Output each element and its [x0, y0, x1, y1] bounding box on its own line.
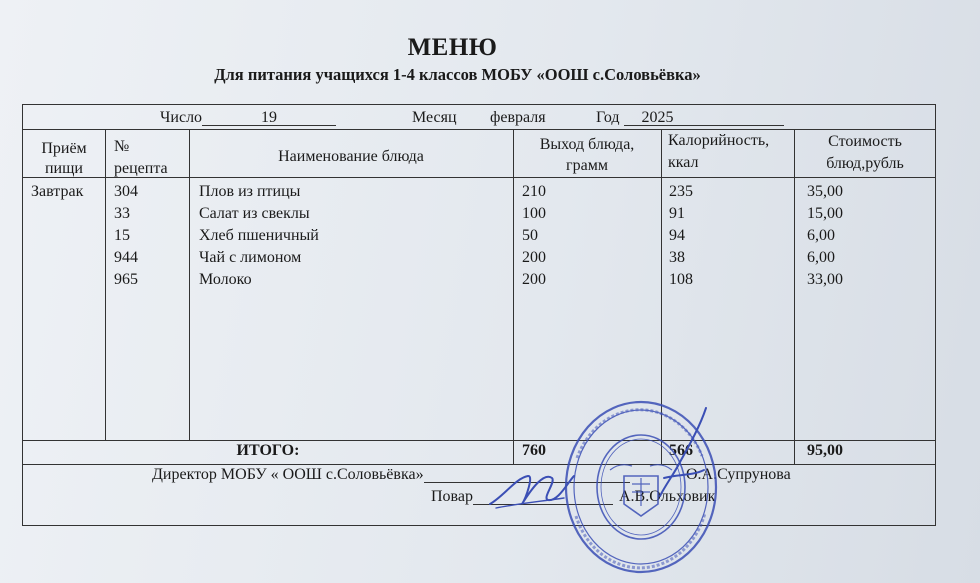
total-cost: 95,00	[807, 442, 843, 459]
grid-line	[22, 129, 936, 130]
cook-name: А.В.Ольховик	[619, 488, 716, 505]
table-row-cost: 33,00	[807, 271, 843, 288]
date-row	[160, 110, 336, 126]
year-label: Год	[596, 109, 620, 126]
cook-label: Повар	[431, 488, 473, 505]
total-calories: 566	[669, 442, 693, 459]
table-row-cost: 35,00	[807, 183, 843, 200]
grid-line	[189, 129, 190, 440]
meal-name: Завтрак	[31, 183, 84, 200]
grid-line	[22, 440, 936, 441]
table-row-dish: Хлеб пшеничный	[199, 227, 319, 244]
meal-cell	[31, 181, 83, 203]
col-meal-line2: пищи	[44, 160, 83, 177]
table-row-weight: 50	[522, 227, 538, 244]
col-recipe-line1: №	[114, 138, 130, 155]
table-row-calories: 91	[669, 205, 685, 222]
grid-line	[513, 129, 514, 464]
table-row-dish: Молоко	[199, 271, 252, 288]
page-subtitle: Для питания учащихся 1-4 классов МОБУ «ООШ с.Соловьёвка»	[214, 65, 701, 84]
month-value: февраля	[490, 109, 546, 126]
director-signature-icon	[634, 404, 724, 512]
table-row-weight: 210	[522, 183, 546, 200]
table-row-recipe: 304	[114, 183, 138, 200]
col-calories-line1: Калорийность,	[668, 132, 770, 149]
grid-line	[105, 129, 106, 440]
table-row-dish: Плов из птицы	[199, 183, 301, 200]
table-row-weight: 100	[522, 205, 546, 222]
year-field	[596, 110, 784, 126]
table-row-calories: 38	[669, 249, 685, 266]
col-cost-line2: блюд,рубль	[826, 155, 904, 172]
weight-column	[522, 181, 546, 291]
table-row-recipe: 15	[114, 227, 130, 244]
col-calories-line2: ккал	[668, 154, 699, 171]
table-row-dish: Чай с лимоном	[199, 249, 302, 266]
table-row-recipe: 944	[114, 249, 138, 266]
director-name: О.А.Супрунова	[686, 466, 791, 483]
table-row-weight: 200	[522, 249, 546, 266]
total-label: ИТОГО:	[236, 442, 300, 459]
grid-line	[22, 177, 936, 178]
grid-line	[794, 129, 795, 464]
day-label: Число	[160, 109, 203, 126]
col-weight-line2: грамм	[566, 157, 608, 174]
day-value: 19	[202, 110, 336, 126]
col-weight-line1: Выход блюда,	[539, 136, 635, 153]
dish-column	[199, 181, 319, 291]
cost-column	[807, 181, 843, 291]
total-weight: 760	[522, 442, 546, 459]
table-row-recipe: 33	[114, 205, 130, 222]
table-row-calories: 94	[669, 227, 685, 244]
table-row-cost: 15,00	[807, 205, 843, 222]
col-recipe-line2: рецепта	[114, 160, 168, 177]
month-label: Месяц	[412, 109, 457, 126]
cook-signature-icon	[486, 458, 576, 518]
grid-line	[22, 464, 936, 465]
table-row-calories: 235	[669, 183, 693, 200]
recipe-column	[114, 181, 138, 291]
table-row-dish: Салат из свеклы	[199, 205, 310, 222]
table-row-weight: 200	[522, 271, 546, 288]
table-row-calories: 108	[669, 271, 693, 288]
director-label: Директор МОБУ « ООШ с.Соловьёвка»	[152, 466, 424, 483]
table-row-cost: 6,00	[807, 249, 835, 266]
table-row-cost: 6,00	[807, 227, 835, 244]
year-value: 2025	[624, 110, 784, 126]
table-row-recipe: 965	[114, 271, 138, 288]
col-dish: Наименование блюда	[278, 148, 424, 165]
col-cost-line1: Стоимость	[828, 133, 902, 150]
page-title: МЕНЮ	[407, 34, 498, 61]
col-meal-line1: Приём	[41, 140, 87, 157]
calories-column	[669, 181, 693, 291]
